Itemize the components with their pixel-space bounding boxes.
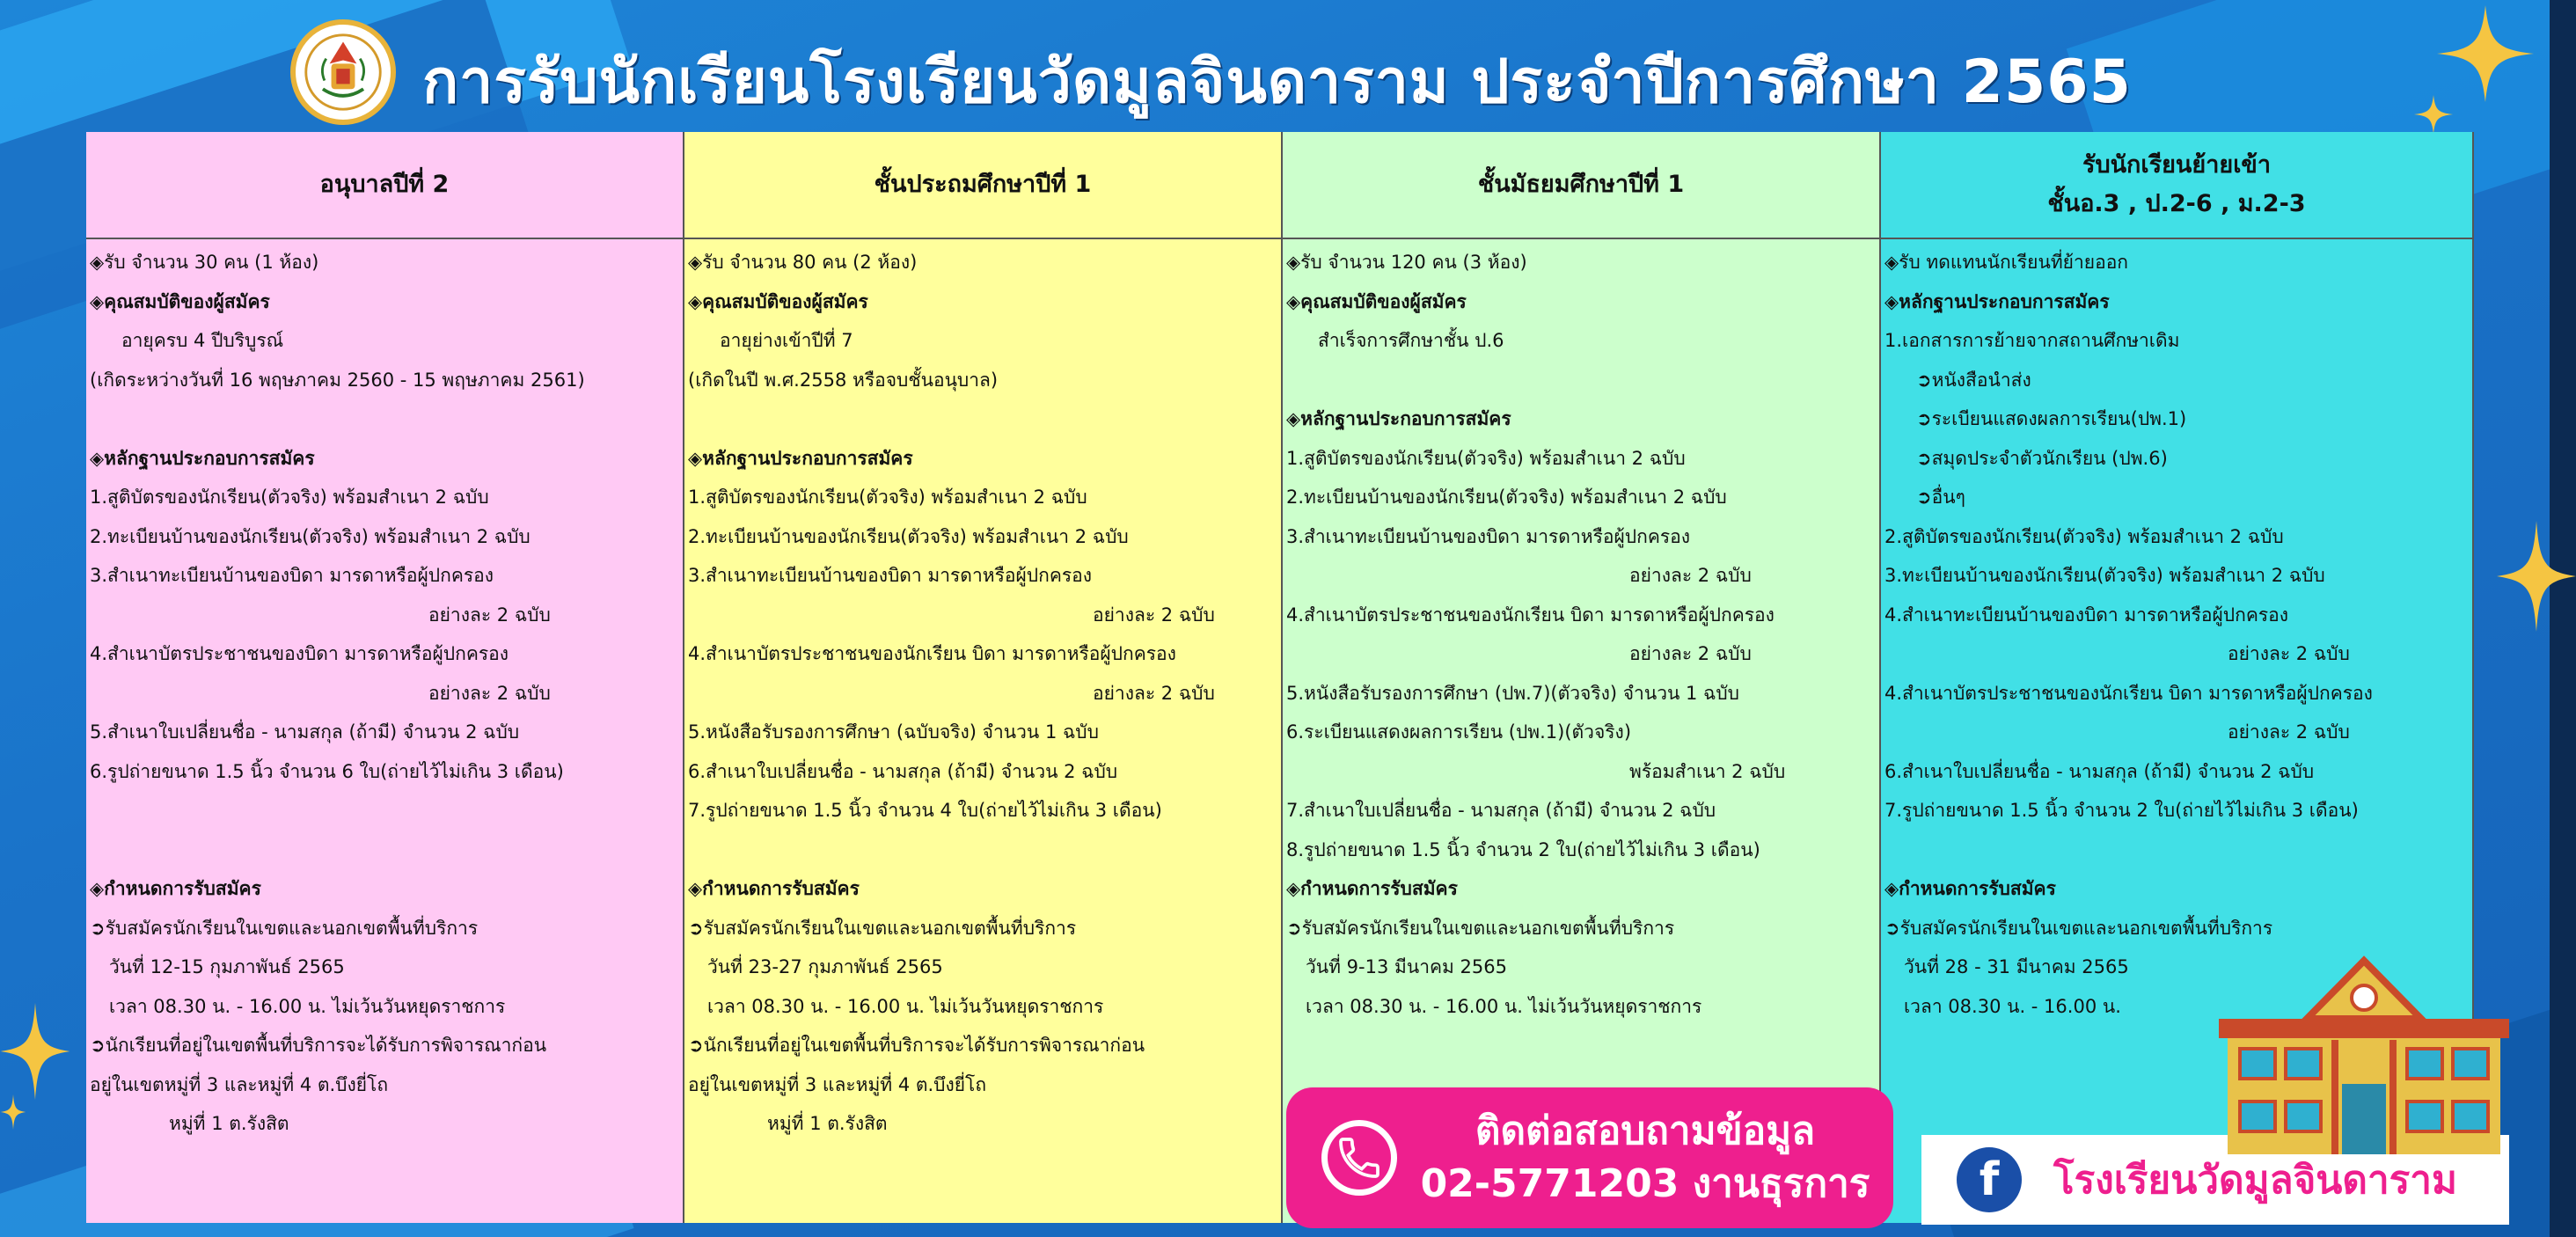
- list-item: อย่างละ 2 ฉบับ: [428, 604, 551, 626]
- section-heading: ◈หลักฐานประกอบการสมัคร: [90, 447, 315, 469]
- list-item: 5.สำเนาใบเปลี่ยนชื่อ - นามสกุล (ถ้ามี) จำนวน 2 ฉบับ: [90, 721, 520, 743]
- list-item: [1884, 831, 2467, 870]
- list-item: 4.สำเนาบัตรประชาชนของนักเรียน บิดา มารดาหรือผู้ปกครอง: [1286, 604, 1775, 626]
- school-logo: [290, 19, 396, 125]
- list-item: อย่างละ 2 ฉบับ: [1629, 565, 1752, 586]
- column-body: [1881, 239, 2472, 1026]
- column-heading: [86, 132, 683, 239]
- list-item: อายุย่างเข้าปีที่ 7: [720, 330, 853, 351]
- school-building-icon: [2219, 943, 2509, 1154]
- list-item: 3.สำเนาทะเบียนบ้านของบิดา มารดาหรือผู้ปกครอง: [688, 565, 1093, 586]
- list-item: 2.ทะเบียนบ้านของนักเรียน(ตัวจริง) พร้อมสำเนา 2 ฉบับ: [1286, 487, 1727, 508]
- list-item: วันที่ 9-13 มีนาคม 2565: [1306, 956, 1508, 977]
- list-item: วันที่ 12-15 กุมภาพันธ์ 2565: [109, 956, 345, 977]
- column-heading-line: ชั้นประถมศึกษาปีที่ 1: [874, 171, 1092, 198]
- list-item: ➲อื่นๆ: [1916, 487, 1965, 508]
- list-item: [90, 399, 677, 439]
- list-item: เวลา 08.30 น. - 16.00 น.: [1904, 995, 2121, 1017]
- section-heading: ◈คุณสมบัติของผู้สมัคร: [90, 290, 270, 312]
- admission-table: [86, 132, 2474, 1223]
- column-heading: [684, 132, 1281, 239]
- column-heading: [1881, 132, 2472, 239]
- list-item: 4.สำเนาบัตรประชาชนของบิดา มารดาหรือผู้ปกครอง: [90, 643, 509, 664]
- list-item: อย่างละ 2 ฉบับ: [428, 682, 551, 704]
- column-heading-line: ชั้นอ.3 , ป.2-6 , ม.2-3: [2047, 190, 2306, 217]
- list-item: ◈รับ จำนวน 30 คน (1 ห้อง): [90, 252, 319, 273]
- column-body: [86, 239, 683, 1144]
- list-item: เวลา 08.30 น. - 16.00 น. ไม่เว้นวันหยุดราชการ: [109, 995, 506, 1017]
- list-item: ➲สมุดประจำตัวนักเรียน (ปพ.6): [1916, 447, 2168, 469]
- list-item: 3.สำเนาทะเบียนบ้านของบิดา มารดาหรือผู้ปกครอง: [1286, 525, 1691, 547]
- list-item: 6.ระเบียนแสดงผลการเรียน (ปพ.1)(ตัวจริง): [1286, 721, 1632, 743]
- list-item: หมู่ที่ 1 ต.รังสิต: [767, 1113, 888, 1134]
- section-heading: ◈หลักฐานประกอบการสมัคร: [1884, 290, 2110, 312]
- list-item: เวลา 08.30 น. - 16.00 น. ไม่เว้นวันหยุดราชการ: [1306, 995, 1702, 1017]
- column-body: [684, 239, 1281, 1144]
- list-item: อย่างละ 2 ฉบับ: [1093, 604, 1215, 626]
- sparkle-icon: [0, 1094, 26, 1130]
- list-item: 6.รูปถ่ายขนาด 1.5 นิ้ว จำนวน 6 ใบ(ถ่ายไว้ไม่เกิน 3 เดือน): [90, 760, 564, 782]
- list-item: [688, 399, 1276, 439]
- column-heading-line: อนุบาลปีที่ 2: [319, 171, 450, 198]
- phone-icon: [1321, 1120, 1397, 1196]
- section-heading: ◈หลักฐานประกอบการสมัคร: [688, 447, 913, 469]
- section-heading: ◈กำหนดการรับสมัคร: [90, 878, 261, 899]
- section-heading: ◈คุณสมบัติของผู้สมัคร: [688, 290, 868, 312]
- list-item: อยู่ในเขตหมู่ที่ 3 และหมู่ที่ 4 ต.บึงยี่โถ: [688, 1073, 987, 1095]
- list-item: 4.สำเนาทะเบียนบ้านของบิดา มารดาหรือผู้ปกครอง: [1884, 604, 2289, 626]
- list-item: ➲ระเบียนแสดงผลการเรียน(ปพ.1): [1916, 408, 2187, 429]
- list-item: (เกิดในปี พ.ศ.2558 หรือจบชั้นอนุบาล): [688, 369, 999, 391]
- column-heading-line: รับนักเรียนย้ายเข้า: [2082, 151, 2272, 179]
- column-2: [684, 132, 1283, 1223]
- list-item: อย่างละ 2 ฉบับ: [1629, 643, 1752, 664]
- sparkle-icon: [2497, 519, 2576, 633]
- list-item: 5.หนังสือรับรองการศึกษา (ฉบับจริง) จำนวน 1 ฉบับ: [688, 721, 1099, 743]
- contact-title: ติดต่อสอบถามข้อมูล: [1475, 1109, 1816, 1153]
- sparkle-icon: [2414, 95, 2453, 134]
- list-item: 1.สูติบัตรของนักเรียน(ตัวจริง) พร้อมสำเนา 2 ฉบับ: [90, 487, 489, 508]
- contact-phone[interactable]: 02-5771203 งานธุรการ: [1420, 1161, 1870, 1206]
- list-item: 2.ทะเบียนบ้านของนักเรียน(ตัวจริง) พร้อมสำเนา 2 ฉบับ: [90, 525, 531, 547]
- list-item: 3.ทะเบียนบ้านของนักเรียน(ตัวจริง) พร้อมสำเนา 2 ฉบับ: [1884, 565, 2325, 586]
- list-item: [688, 831, 1276, 870]
- list-item: 8.รูปถ่ายขนาด 1.5 นิ้ว จำนวน 2 ใบ(ถ่ายไว้ไม่เกิน 3 เดือน): [1286, 838, 1760, 860]
- list-item: ◈รับ จำนวน 80 คน (2 ห้อง): [688, 252, 918, 273]
- list-item: 2.สูติบัตรของนักเรียน(ตัวจริง) พร้อมสำเนา 2 ฉบับ: [1884, 525, 2284, 547]
- column-heading: [1283, 132, 1879, 239]
- list-item: ➲รับสมัครนักเรียนในเขตและนอกเขตพื้นที่บริการ: [1884, 917, 2273, 939]
- list-item: สำเร็จการศึกษาชั้น ป.6: [1318, 330, 1504, 351]
- list-item: อายุครบ 4 ปีบริบูรณ์: [121, 330, 284, 351]
- list-item: ➲รับสมัครนักเรียนในเขตและนอกเขตพื้นที่บริการ: [1286, 917, 1675, 939]
- list-item: เวลา 08.30 น. - 16.00 น. ไม่เว้นวันหยุดราชการ: [707, 995, 1104, 1017]
- section-heading: ◈คุณสมบัติของผู้สมัคร: [1286, 290, 1467, 312]
- list-item: อยู่ในเขตหมู่ที่ 3 และหมู่ที่ 4 ต.บึงยี่โถ: [90, 1073, 389, 1095]
- school-emblem-icon: [301, 30, 385, 114]
- column-heading-line: ชั้นมัธยมศึกษาปีที่ 1: [1477, 171, 1685, 198]
- section-heading: ◈หลักฐานประกอบการสมัคร: [1286, 408, 1511, 429]
- list-item: 4.สำเนาบัตรประชาชนของนักเรียน บิดา มารดาหรือผู้ปกครอง: [688, 643, 1176, 664]
- list-item: อย่างละ 2 ฉบับ: [1093, 682, 1215, 704]
- list-item: 2.ทะเบียนบ้านของนักเรียน(ตัวจริง) พร้อมสำเนา 2 ฉบับ: [688, 525, 1129, 547]
- list-item: 1.เอกสารการย้ายจากสถานศึกษาเดิม: [1884, 330, 2180, 351]
- column-1: [86, 132, 684, 1223]
- section-heading: ◈กำหนดการรับสมัคร: [688, 878, 860, 899]
- column-3: [1283, 132, 1881, 1223]
- list-item: 4.สำเนาบัตรประชาชนของนักเรียน บิดา มารดาหรือผู้ปกครอง: [1884, 682, 2373, 704]
- list-item: วันที่ 23-27 กุมภาพันธ์ 2565: [707, 956, 943, 977]
- facebook-page-name[interactable]: โรงเรียนวัดมูลจินดาราม: [2053, 1158, 2458, 1203]
- list-item: 7.รูปถ่ายขนาด 1.5 นิ้ว จำนวน 2 ใบ(ถ่ายไว้ไม่เกิน 3 เดือน): [1884, 800, 2359, 821]
- list-item: ➲รับสมัครนักเรียนในเขตและนอกเขตพื้นที่บริการ: [688, 917, 1077, 939]
- list-item: 5.หนังสือรับรองการศึกษา (ปพ.7)(ตัวจริง) จำนวน 1 ฉบับ: [1286, 682, 1740, 704]
- page-title: การรับนักเรียนโรงเรียนวัดมูลจินดาราม ประจำปีการศึกษา 2565: [422, 48, 2132, 117]
- list-item: พร้อมสำเนา 2 ฉบับ: [1629, 760, 1786, 782]
- list-item: 3.สำเนาทะเบียนบ้านของบิดา มารดาหรือผู้ปกครอง: [90, 565, 494, 586]
- list-item: ➲หนังสือนำส่ง: [1916, 369, 2031, 391]
- sparkle-icon: [0, 1003, 70, 1100]
- list-item: 6.สำเนาใบเปลี่ยนชื่อ - นามสกุล (ถ้ามี) จำนวน 2 ฉบับ: [1884, 760, 2315, 782]
- list-item: 1.สูติบัตรของนักเรียน(ตัวจริง) พร้อมสำเนา 2 ฉบับ: [688, 487, 1087, 508]
- list-item: ➲นักเรียนที่อยู่ในเขตพื้นที่บริการจะได้รับการพิจารณาก่อน: [90, 1035, 547, 1056]
- facebook-icon[interactable]: f: [1957, 1147, 2022, 1212]
- list-item: [90, 831, 677, 870]
- section-heading: ◈กำหนดการรับสมัคร: [1286, 878, 1458, 899]
- column-body: [1283, 239, 1879, 1026]
- list-item: [1286, 361, 1874, 400]
- list-item: ◈รับ จำนวน 120 คน (3 ห้อง): [1286, 252, 1527, 273]
- list-item: หมู่ที่ 1 ต.รังสิต: [169, 1113, 289, 1134]
- list-item: 6.สำเนาใบเปลี่ยนชื่อ - นามสกุล (ถ้ามี) จำนวน 2 ฉบับ: [688, 760, 1118, 782]
- list-item: ➲รับสมัครนักเรียนในเขตและนอกเขตพื้นที่บริการ: [90, 917, 479, 939]
- list-item: 1.สูติบัตรของนักเรียน(ตัวจริง) พร้อมสำเนา 2 ฉบับ: [1286, 447, 1686, 469]
- list-item: อย่างละ 2 ฉบับ: [2228, 721, 2350, 743]
- list-item: (เกิดระหว่างวันที่ 16 พฤษภาคม 2560 - 15 พฤษภาคม 2561): [90, 369, 585, 391]
- list-item: ➲นักเรียนที่อยู่ในเขตพื้นที่บริการจะได้รับการพิจารณาก่อน: [688, 1035, 1145, 1056]
- contact-box[interactable]: [1286, 1087, 1893, 1228]
- section-heading: ◈กำหนดการรับสมัคร: [1884, 878, 2056, 899]
- list-item: ◈รับ ทดแทนนักเรียนที่ย้ายออก: [1884, 252, 2129, 273]
- list-item: 7.สำเนาใบเปลี่ยนชื่อ - นามสกุล (ถ้ามี) จำนวน 2 ฉบับ: [1286, 800, 1716, 821]
- list-item: 7.รูปถ่ายขนาด 1.5 นิ้ว จำนวน 4 ใบ(ถ่ายไว้ไม่เกิน 3 เดือน): [688, 800, 1162, 821]
- list-item: วันที่ 28 - 31 มีนาคม 2565: [1904, 956, 2129, 977]
- list-item: อย่างละ 2 ฉบับ: [2228, 643, 2350, 664]
- sparkle-icon: [2437, 5, 2534, 102]
- list-item: [90, 791, 677, 831]
